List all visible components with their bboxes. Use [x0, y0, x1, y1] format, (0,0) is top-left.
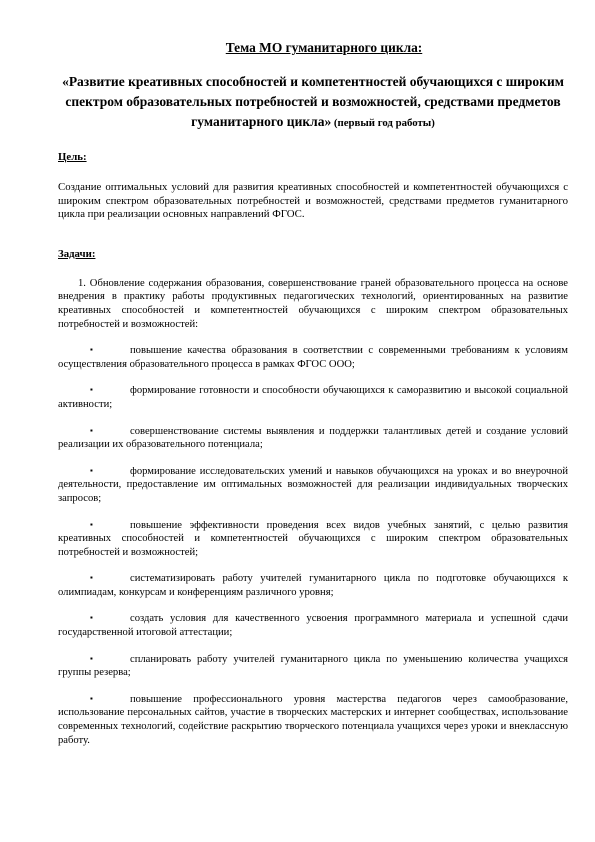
task-item-1: 1. Обновление содержания образования, совершенствование граней образовательного процесса на основе внедрения в практику работы продуктивных педагогических технологий, ориентированных на развитие креативных способностей и компетентностей обучающихся с широким спектром образовательных потребностей и возможностей: [58, 277, 568, 330]
bullet-marker-icon: ▪ [90, 519, 93, 529]
bullet-text: формирование исследовательских умений и навыков обучающихся на уроках и во внеурочной деятельности, предоставление им оптимальных возможностей для реализации индивидуальных творческих запросов; [58, 465, 568, 504]
bullet-marker-icon: ▪ [90, 573, 93, 583]
title-tail: (первый год работы) [331, 117, 435, 129]
bullet-text: спланировать работу учителей гуманитарного цикла по уменьшению количества учащихся группы резерва; [58, 653, 568, 679]
bullet-marker-icon: ▪ [90, 613, 93, 623]
document-page [58, 38, 568, 759]
bullet-item [58, 383, 568, 411]
bullet-marker-icon: ▪ [90, 425, 93, 435]
bullet-text: систематизировать работу учителей гуманитарного цикла по подготовке обучающихся к олимпиадам, конкурсам и конференциям различного уровня; [58, 573, 568, 598]
bullet-item [58, 611, 568, 639]
bullet-item [58, 692, 568, 747]
bullet-marker-icon: ▪ [90, 345, 93, 355]
bullet-text: повышение качества образования в соответствии с современными требованиям к условиям осуществления образовательного процесса в рамках ФГОС ООО; [58, 345, 568, 370]
goal-text: Создание оптимальных условий для развития креативных способностей и компетентностей обучающихся с широким спектром образовательных потребностей и возможностей, средствами предметов гуманитарного цикла при реализации основных направлений ФГОС. [58, 181, 568, 221]
task-bullet-list [58, 343, 568, 747]
bullet-marker-icon: ▪ [90, 693, 93, 703]
document-title [58, 72, 568, 133]
topic-heading: Тема МО гуманитарного цикла: [225, 40, 423, 55]
bullet-text: повышение профессионального уровня мастерства педагогов через самообразование, использование персональных сайтов, участие в творческих мастерских и интернет сообществах, использование современных технологий, содействие раскрытию творческого потенциала учащихся через уроки и внеклассную работу. [58, 693, 568, 746]
title-main: «Развитие креативных способностей и компетентностей обучающихся с широким спектром образовательных потребностей и возможностей, средствами предметов гуманитарного цикла» [62, 74, 564, 129]
bullet-marker-icon: ▪ [90, 385, 93, 395]
bullet-text: совершенствование системы выявления и поддержки талантливых детей и создание условий реализации их образовательного потенциала; [58, 425, 568, 451]
bullet-marker-icon: ▪ [90, 465, 93, 475]
goal-heading: Цель: [58, 151, 87, 163]
bullet-item [58, 464, 568, 506]
bullet-item [58, 518, 568, 560]
bullet-text: формирование готовности и способности обучающихся к саморазвитию и высокой социальной активности; [58, 385, 568, 410]
bullet-item [58, 571, 568, 599]
bullet-item [58, 343, 568, 371]
bullet-text: повышение эффективности проведения всех видов учебных занятий, с целью развития креативных способностей и компетентностей обучающихся с широким спектром образовательных потребностей и возможностей; [58, 519, 568, 558]
bullet-item [58, 652, 568, 680]
bullet-text: создать условия для качественного усвоения программного материала и успешной сдачи государственной итоговой аттестации; [58, 613, 568, 639]
bullet-item [58, 424, 568, 452]
tasks-heading: Задачи: [58, 247, 96, 260]
bullet-marker-icon: ▪ [90, 653, 93, 663]
